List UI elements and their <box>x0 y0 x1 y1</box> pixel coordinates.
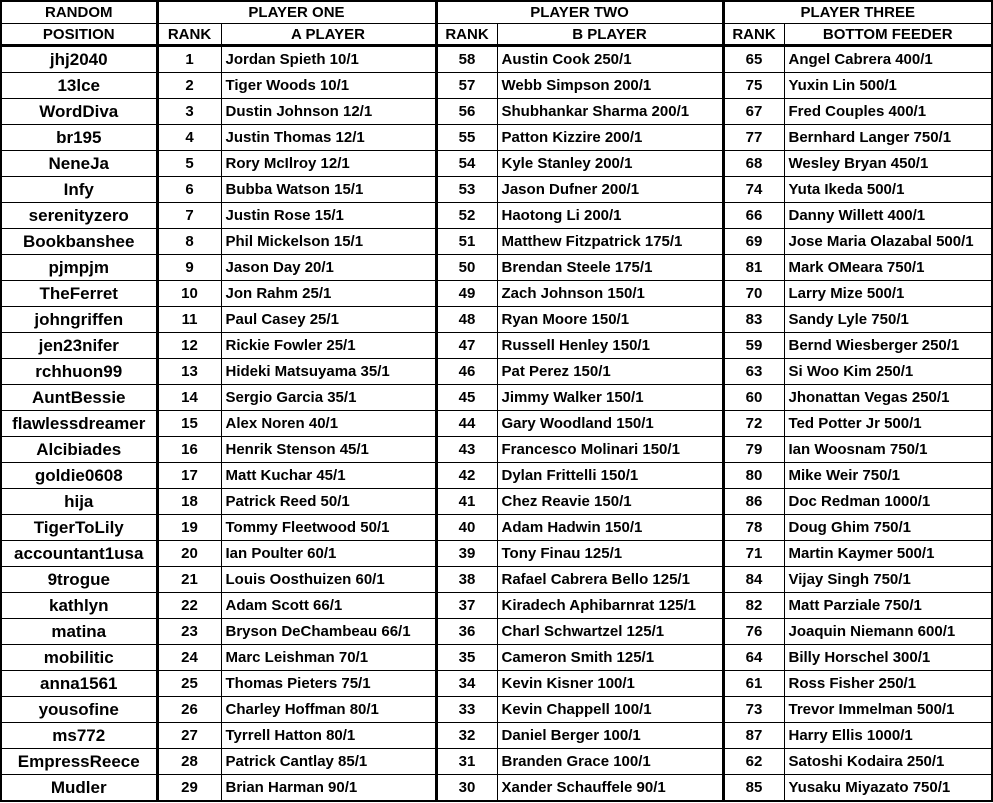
rank-three-cell: 67 <box>723 99 784 125</box>
a-player-cell: Henrik Stenson 45/1 <box>221 437 436 463</box>
rank-three-cell: 79 <box>723 437 784 463</box>
rank-one-cell: 2 <box>157 73 221 99</box>
rank-three-cell: 76 <box>723 619 784 645</box>
rank-one-cell: 19 <box>157 515 221 541</box>
a-player-cell: Justin Rose 15/1 <box>221 203 436 229</box>
position-cell: 13lce <box>1 73 157 99</box>
rank-two-cell: 53 <box>436 177 497 203</box>
rank-two-cell: 38 <box>436 567 497 593</box>
table-row <box>1 515 992 541</box>
rank-three-cell: 68 <box>723 151 784 177</box>
rank-two-cell: 45 <box>436 385 497 411</box>
rank-three-cell: 59 <box>723 333 784 359</box>
rank-three-cell: 80 <box>723 463 784 489</box>
bottom-feeder-cell: Ian Woosnam 750/1 <box>784 437 992 463</box>
table-row <box>1 229 992 255</box>
rank-two-cell: 34 <box>436 671 497 697</box>
bottom-feeder-cell: Angel Cabrera 400/1 <box>784 46 992 73</box>
b-player-cell: Jimmy Walker 150/1 <box>497 385 723 411</box>
rank-three-cell: 81 <box>723 255 784 281</box>
table-row <box>1 619 992 645</box>
rank-one-cell: 27 <box>157 723 221 749</box>
a-player-cell: Jordan Spieth 10/1 <box>221 46 436 73</box>
rank-one-cell: 5 <box>157 151 221 177</box>
rank-three-cell: 71 <box>723 541 784 567</box>
table-row <box>1 411 992 437</box>
bottom-feeder-cell: Vijay Singh 750/1 <box>784 567 992 593</box>
rank-one-cell: 8 <box>157 229 221 255</box>
rank-three-cell: 61 <box>723 671 784 697</box>
table-row <box>1 281 992 307</box>
rank-two-cell: 51 <box>436 229 497 255</box>
rank-two-cell: 47 <box>436 333 497 359</box>
rank-three-cell: 62 <box>723 749 784 775</box>
bottom-feeder-cell: Jhonattan Vegas 250/1 <box>784 385 992 411</box>
a-player-cell: Louis Oosthuizen 60/1 <box>221 567 436 593</box>
rank-one-cell: 4 <box>157 125 221 151</box>
bottom-feeder-cell: Satoshi Kodaira 250/1 <box>784 749 992 775</box>
table-row <box>1 723 992 749</box>
bottom-feeder-cell: Martin Kaymer 500/1 <box>784 541 992 567</box>
a-player-cell: Phil Mickelson 15/1 <box>221 229 436 255</box>
position-cell: jen23nifer <box>1 333 157 359</box>
table-row <box>1 645 992 671</box>
rank-two-cell: 54 <box>436 151 497 177</box>
b-player-cell: Gary Woodland 150/1 <box>497 411 723 437</box>
a-player-cell: Thomas Pieters 75/1 <box>221 671 436 697</box>
b-player-cell: Rafael Cabrera Bello 125/1 <box>497 567 723 593</box>
a-player-cell: Brian Harman 90/1 <box>221 775 436 802</box>
a-player-cell: Paul Casey 25/1 <box>221 307 436 333</box>
rank-three-cell: 77 <box>723 125 784 151</box>
rank-one-cell: 25 <box>157 671 221 697</box>
a-player-cell: Alex Noren 40/1 <box>221 411 436 437</box>
rank-three-cell: 75 <box>723 73 784 99</box>
table-row <box>1 697 992 723</box>
bottom-feeder-cell: Matt Parziale 750/1 <box>784 593 992 619</box>
rank-two-cell: 40 <box>436 515 497 541</box>
table-row <box>1 775 992 802</box>
a-player-cell: Jason Day 20/1 <box>221 255 436 281</box>
rank-one-cell: 20 <box>157 541 221 567</box>
table-row <box>1 463 992 489</box>
rank-one-cell: 23 <box>157 619 221 645</box>
position-cell: Infy <box>1 177 157 203</box>
a-player-cell: Bryson DeChambeau 66/1 <box>221 619 436 645</box>
header-random: RANDOM <box>1 1 157 24</box>
position-cell: AuntBessie <box>1 385 157 411</box>
bottom-feeder-cell: Yuxin Lin 500/1 <box>784 73 992 99</box>
rank-three-cell: 78 <box>723 515 784 541</box>
b-player-cell: Kevin Chappell 100/1 <box>497 697 723 723</box>
rank-one-cell: 12 <box>157 333 221 359</box>
position-cell: rchhuon99 <box>1 359 157 385</box>
bottom-feeder-cell: Joaquin Niemann 600/1 <box>784 619 992 645</box>
rank-one-cell: 1 <box>157 46 221 73</box>
a-player-cell: Adam Scott 66/1 <box>221 593 436 619</box>
bottom-feeder-cell: Bernd Wiesberger 250/1 <box>784 333 992 359</box>
rank-two-cell: 43 <box>436 437 497 463</box>
rank-three-cell: 69 <box>723 229 784 255</box>
rank-three-cell: 66 <box>723 203 784 229</box>
position-cell: br195 <box>1 125 157 151</box>
header-player-two: PLAYER TWO <box>436 1 723 24</box>
b-player-cell: Haotong Li 200/1 <box>497 203 723 229</box>
header-position: POSITION <box>1 24 157 46</box>
position-cell: serenityzero <box>1 203 157 229</box>
rank-three-cell: 83 <box>723 307 784 333</box>
table-row <box>1 359 992 385</box>
rank-three-cell: 73 <box>723 697 784 723</box>
rank-one-cell: 21 <box>157 567 221 593</box>
b-player-cell: Xander Schauffele 90/1 <box>497 775 723 802</box>
a-player-cell: Sergio Garcia 35/1 <box>221 385 436 411</box>
rank-two-cell: 55 <box>436 125 497 151</box>
a-player-cell: Rory McIlroy 12/1 <box>221 151 436 177</box>
a-player-cell: Justin Thomas 12/1 <box>221 125 436 151</box>
b-player-cell: Jason Dufner 200/1 <box>497 177 723 203</box>
rank-one-cell: 26 <box>157 697 221 723</box>
table-row <box>1 749 992 775</box>
position-cell: flawlessdreamer <box>1 411 157 437</box>
a-player-cell: Ian Poulter 60/1 <box>221 541 436 567</box>
rank-three-cell: 74 <box>723 177 784 203</box>
rank-one-cell: 16 <box>157 437 221 463</box>
a-player-cell: Tiger Woods 10/1 <box>221 73 436 99</box>
rank-one-cell: 7 <box>157 203 221 229</box>
position-cell: matina <box>1 619 157 645</box>
b-player-cell: Charl Schwartzel 125/1 <box>497 619 723 645</box>
table-row <box>1 593 992 619</box>
b-player-cell: Russell Henley 150/1 <box>497 333 723 359</box>
position-cell: 9trogue <box>1 567 157 593</box>
position-cell: TigerToLily <box>1 515 157 541</box>
bottom-feeder-cell: Ross Fisher 250/1 <box>784 671 992 697</box>
b-player-cell: Shubhankar Sharma 200/1 <box>497 99 723 125</box>
rank-one-cell: 22 <box>157 593 221 619</box>
b-player-cell: Brendan Steele 175/1 <box>497 255 723 281</box>
table-row <box>1 203 992 229</box>
b-player-cell: Zach Johnson 150/1 <box>497 281 723 307</box>
b-player-cell: Cameron Smith 125/1 <box>497 645 723 671</box>
position-cell: WordDiva <box>1 99 157 125</box>
header-b-player: B PLAYER <box>497 24 723 46</box>
rank-one-cell: 3 <box>157 99 221 125</box>
position-cell: Alcibiades <box>1 437 157 463</box>
rank-two-cell: 41 <box>436 489 497 515</box>
a-player-cell: Tyrrell Hatton 80/1 <box>221 723 436 749</box>
position-cell: Mudler <box>1 775 157 802</box>
header-row-columns <box>1 24 992 46</box>
a-player-cell: Patrick Cantlay 85/1 <box>221 749 436 775</box>
a-player-cell: Matt Kuchar 45/1 <box>221 463 436 489</box>
table-row <box>1 385 992 411</box>
rank-two-cell: 49 <box>436 281 497 307</box>
b-player-cell: Ryan Moore 150/1 <box>497 307 723 333</box>
b-player-cell: Daniel Berger 100/1 <box>497 723 723 749</box>
a-player-cell: Patrick Reed 50/1 <box>221 489 436 515</box>
rank-one-cell: 13 <box>157 359 221 385</box>
b-player-cell: Austin Cook 250/1 <box>497 46 723 73</box>
header-rank-two: RANK <box>436 24 497 46</box>
table-row <box>1 73 992 99</box>
bottom-feeder-cell: Jose Maria Olazabal 500/1 <box>784 229 992 255</box>
b-player-cell: Matthew Fitzpatrick 175/1 <box>497 229 723 255</box>
rank-two-cell: 46 <box>436 359 497 385</box>
bottom-feeder-cell: Yuta Ikeda 500/1 <box>784 177 992 203</box>
b-player-cell: Chez Reavie 150/1 <box>497 489 723 515</box>
rank-three-cell: 72 <box>723 411 784 437</box>
b-player-cell: Branden Grace 100/1 <box>497 749 723 775</box>
rank-two-cell: 56 <box>436 99 497 125</box>
table-row <box>1 671 992 697</box>
rank-three-cell: 82 <box>723 593 784 619</box>
header-rank-one: RANK <box>157 24 221 46</box>
a-player-cell: Jon Rahm 25/1 <box>221 281 436 307</box>
rank-three-cell: 70 <box>723 281 784 307</box>
rank-two-cell: 44 <box>436 411 497 437</box>
bottom-feeder-cell: Doc Redman 1000/1 <box>784 489 992 515</box>
b-player-cell: Patton Kizzire 200/1 <box>497 125 723 151</box>
rank-one-cell: 11 <box>157 307 221 333</box>
rank-two-cell: 32 <box>436 723 497 749</box>
table-row <box>1 307 992 333</box>
rank-one-cell: 18 <box>157 489 221 515</box>
rank-one-cell: 10 <box>157 281 221 307</box>
rank-three-cell: 65 <box>723 46 784 73</box>
rank-two-cell: 52 <box>436 203 497 229</box>
table-row <box>1 567 992 593</box>
b-player-cell: Adam Hadwin 150/1 <box>497 515 723 541</box>
rank-one-cell: 24 <box>157 645 221 671</box>
b-player-cell: Tony Finau 125/1 <box>497 541 723 567</box>
position-cell: EmpressReece <box>1 749 157 775</box>
table-row <box>1 125 992 151</box>
rank-one-cell: 14 <box>157 385 221 411</box>
rank-two-cell: 30 <box>436 775 497 802</box>
position-cell: jhj2040 <box>1 46 157 73</box>
rank-three-cell: 86 <box>723 489 784 515</box>
rank-two-cell: 31 <box>436 749 497 775</box>
header-a-player: A PLAYER <box>221 24 436 46</box>
table-row <box>1 489 992 515</box>
position-cell: NeneJa <box>1 151 157 177</box>
table-row <box>1 177 992 203</box>
position-cell: TheFerret <box>1 281 157 307</box>
bottom-feeder-cell: Danny Willett 400/1 <box>784 203 992 229</box>
b-player-cell: Kiradech Aphibarnrat 125/1 <box>497 593 723 619</box>
position-cell: pjmpjm <box>1 255 157 281</box>
b-player-cell: Dylan Frittelli 150/1 <box>497 463 723 489</box>
rank-one-cell: 28 <box>157 749 221 775</box>
a-player-cell: Charley Hoffman 80/1 <box>221 697 436 723</box>
bottom-feeder-cell: Trevor Immelman 500/1 <box>784 697 992 723</box>
a-player-cell: Rickie Fowler 25/1 <box>221 333 436 359</box>
rank-three-cell: 63 <box>723 359 784 385</box>
bottom-feeder-cell: Harry Ellis 1000/1 <box>784 723 992 749</box>
bottom-feeder-cell: Mike Weir 750/1 <box>784 463 992 489</box>
rank-one-cell: 15 <box>157 411 221 437</box>
header-bottom-feeder: BOTTOM FEEDER <box>784 24 992 46</box>
position-cell: goldie0608 <box>1 463 157 489</box>
rank-two-cell: 33 <box>436 697 497 723</box>
rank-three-cell: 64 <box>723 645 784 671</box>
position-cell: ms772 <box>1 723 157 749</box>
b-player-cell: Francesco Molinari 150/1 <box>497 437 723 463</box>
rank-two-cell: 58 <box>436 46 497 73</box>
a-player-cell: Tommy Fleetwood 50/1 <box>221 515 436 541</box>
rank-three-cell: 84 <box>723 567 784 593</box>
b-player-cell: Kyle Stanley 200/1 <box>497 151 723 177</box>
bottom-feeder-cell: Billy Horschel 300/1 <box>784 645 992 671</box>
rank-one-cell: 29 <box>157 775 221 802</box>
table-row <box>1 99 992 125</box>
bottom-feeder-cell: Larry Mize 500/1 <box>784 281 992 307</box>
position-cell: anna1561 <box>1 671 157 697</box>
position-cell: yousofine <box>1 697 157 723</box>
rank-three-cell: 87 <box>723 723 784 749</box>
rank-two-cell: 36 <box>436 619 497 645</box>
rank-two-cell: 57 <box>436 73 497 99</box>
rank-two-cell: 42 <box>436 463 497 489</box>
bottom-feeder-cell: Fred Couples 400/1 <box>784 99 992 125</box>
header-rank-three: RANK <box>723 24 784 46</box>
bottom-feeder-cell: Mark OMeara 750/1 <box>784 255 992 281</box>
table-row <box>1 46 992 73</box>
table-row <box>1 541 992 567</box>
rank-two-cell: 39 <box>436 541 497 567</box>
rank-two-cell: 35 <box>436 645 497 671</box>
table-row <box>1 255 992 281</box>
bottom-feeder-cell: Sandy Lyle 750/1 <box>784 307 992 333</box>
bottom-feeder-cell: Ted Potter Jr 500/1 <box>784 411 992 437</box>
rank-two-cell: 37 <box>436 593 497 619</box>
rank-two-cell: 50 <box>436 255 497 281</box>
table-row <box>1 437 992 463</box>
position-cell: mobilitic <box>1 645 157 671</box>
header-player-three: PLAYER THREE <box>723 1 992 24</box>
table-row <box>1 151 992 177</box>
table-row <box>1 333 992 359</box>
rank-three-cell: 85 <box>723 775 784 802</box>
position-cell: hija <box>1 489 157 515</box>
rank-one-cell: 17 <box>157 463 221 489</box>
a-player-cell: Dustin Johnson 12/1 <box>221 99 436 125</box>
bottom-feeder-cell: Wesley Bryan 450/1 <box>784 151 992 177</box>
b-player-cell: Kevin Kisner 100/1 <box>497 671 723 697</box>
b-player-cell: Pat Perez 150/1 <box>497 359 723 385</box>
position-cell: accountant1usa <box>1 541 157 567</box>
b-player-cell: Webb Simpson 200/1 <box>497 73 723 99</box>
a-player-cell: Marc Leishman 70/1 <box>221 645 436 671</box>
header-row-groups <box>1 1 992 24</box>
position-cell: kathlyn <box>1 593 157 619</box>
bottom-feeder-cell: Yusaku Miyazato 750/1 <box>784 775 992 802</box>
bottom-feeder-cell: Doug Ghim 750/1 <box>784 515 992 541</box>
rank-one-cell: 6 <box>157 177 221 203</box>
rank-one-cell: 9 <box>157 255 221 281</box>
a-player-cell: Hideki Matsuyama 35/1 <box>221 359 436 385</box>
bottom-feeder-cell: Si Woo Kim 250/1 <box>784 359 992 385</box>
position-cell: johngriffen <box>1 307 157 333</box>
position-cell: Bookbanshee <box>1 229 157 255</box>
header-player-one: PLAYER ONE <box>157 1 436 24</box>
rank-two-cell: 48 <box>436 307 497 333</box>
a-player-cell: Bubba Watson 15/1 <box>221 177 436 203</box>
bottom-feeder-cell: Bernhard Langer 750/1 <box>784 125 992 151</box>
rank-three-cell: 60 <box>723 385 784 411</box>
